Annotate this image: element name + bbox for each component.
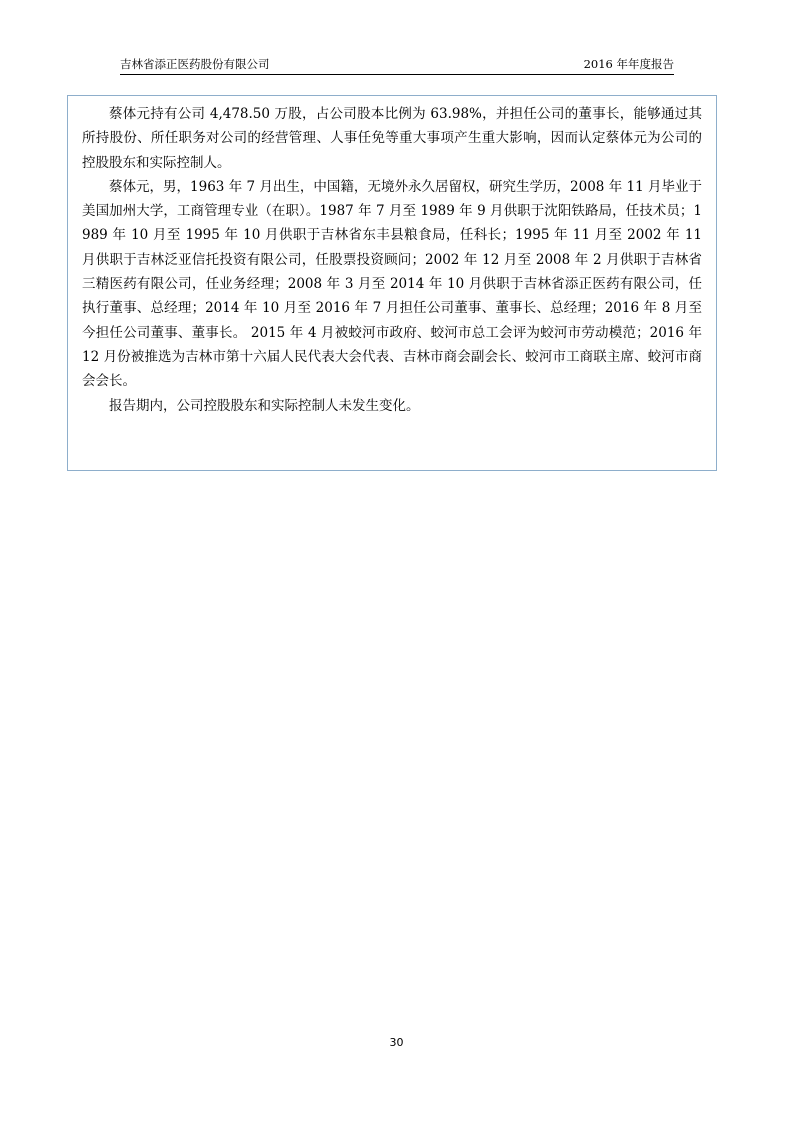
page-header: [120, 56, 674, 75]
paragraph-no-change: 报告期内，公司控股股东和实际控制人未发生变化。: [109, 397, 420, 414]
header-report-title: 2016 年年度报告: [583, 57, 674, 71]
controlling-shareholder-box: [67, 95, 717, 471]
paragraph-shareholding: 蔡体元持有公司 4,478.50 万股，占公司股本比例为 63.98%，并担任公司的董事长，能够通过其所持股份、所任职务对公司的经营管理、人事任免等重大事项产生重大影响，因而认定蔡体元为公司的控股股东和实际控制人。: [82, 106, 702, 171]
header-company-name: 吉林省添正医药股份有限公司: [120, 57, 270, 71]
paragraph-biography: 蔡体元，男，1963 年 7 月出生，中国籍，无境外永久居留权，研究生学历，2008 年 11 月毕业于美国加州大学，工商管理专业（在职）。1987 年 7 月至 1989 年 9 月供职于沈阳铁路局，任技术员；1989 年 10 月至 1995 年 10 月供职于吉林省东丰县粮食局，任科长；1995 年 11 月至 2002 年 11 月供职于吉林泛亚信托投资有限公司，任股票投资顾问；2002 年 12 月至 2008 年 2 月供职于吉林省三精医药有限公司，任业务经理；2008 年 3 月至 2014 年 10 月供职于吉林省添正医药有限公司，任执行董事、总经理；2014 年 10 月至 2016 年 7 月担任公司董事、董事长、总经理；2016 年 8 月至今担任公司董事、董事长。 2015 年 4 月被蛟河市政府、蛟河市总工会评为蛟河市劳动模范；2016 年 12 月份被推选为吉林市第十六届人民代表大会代表、吉林市商会副会长、蛟河市工商联主席、蛟河市商会会长。: [82, 178, 702, 390]
page-number: 30: [389, 1036, 404, 1049]
